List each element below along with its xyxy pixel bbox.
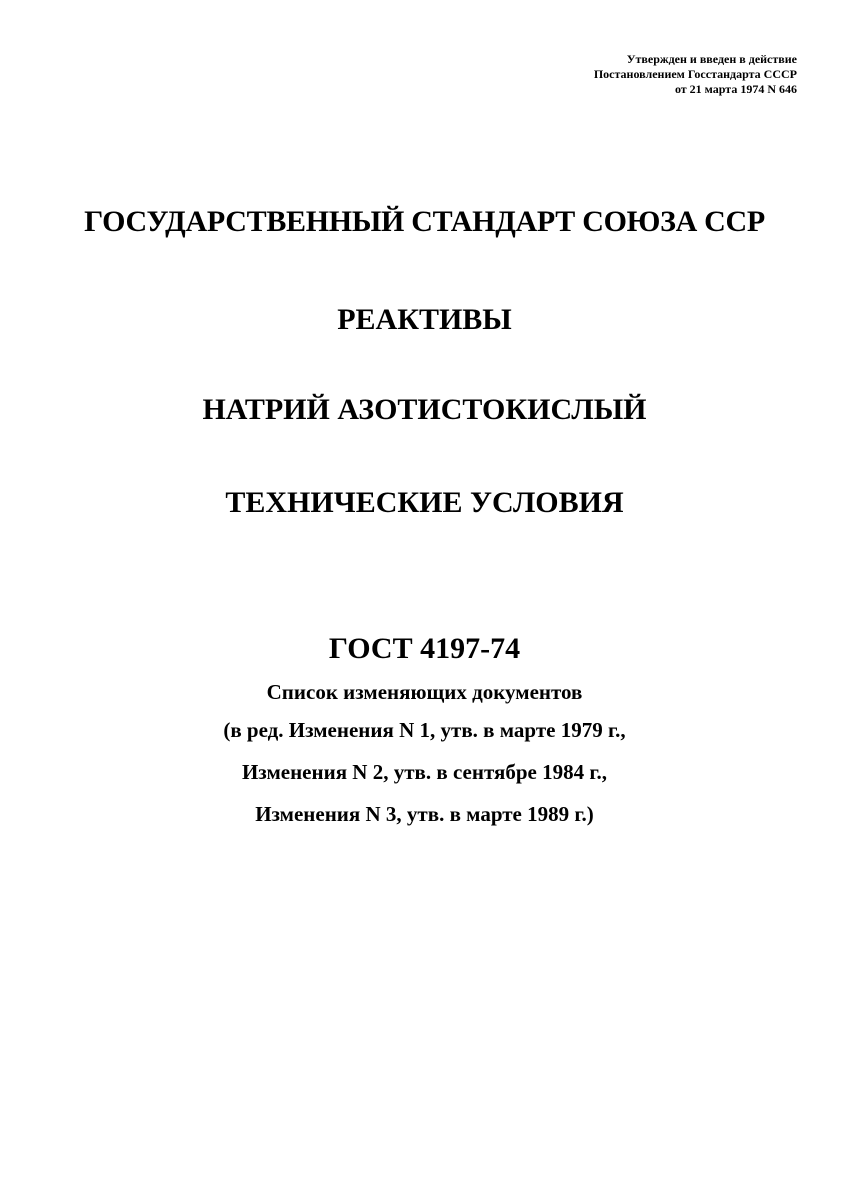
approval-line: Постановлением Госстандарта СССР — [593, 67, 797, 81]
changes-heading: Список изменяющих документов — [266, 680, 583, 704]
substance-title: НАТРИЙ АЗОТИСТОКИСЛЫЙ — [202, 393, 647, 426]
approval-line: от 21 марта 1974 N 646 — [674, 82, 797, 96]
category-title: РЕАКТИВЫ — [337, 303, 512, 336]
standard-title: ГОСУДАРСТВЕННЫЙ СТАНДАРТ СОЮЗА ССР — [84, 205, 765, 238]
doc-type-title: ТЕХНИЧЕСКИЕ УСЛОВИЯ — [225, 486, 624, 519]
change-item: Изменения N 2, утв. в сентябре 1984 г., — [241, 760, 608, 784]
change-item: (в ред. Изменения N 1, утв. в марте 1979 г., — [223, 718, 626, 742]
change-item: Изменения N 3, утв. в марте 1989 г.) — [255, 802, 594, 826]
gost-number: ГОСТ 4197-74 — [328, 632, 521, 665]
approval-note — [594, 52, 797, 97]
approval-line: Утвержден и введен в действие — [626, 52, 797, 66]
